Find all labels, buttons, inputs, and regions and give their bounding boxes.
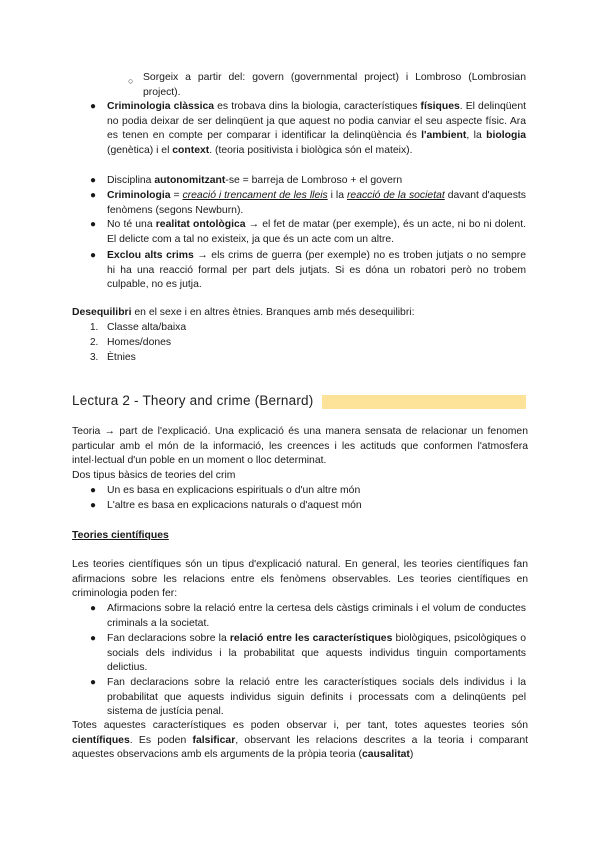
list-item-caracteristiques xyxy=(107,632,526,676)
bullet-icon: ● xyxy=(90,250,97,261)
bold-text: Exclou alts crims xyxy=(107,250,194,261)
bold-text: l'ambient xyxy=(421,130,467,142)
bullet-icon: ● xyxy=(90,633,97,644)
bold-text: Criminologia clàssica xyxy=(107,101,215,112)
text-run: No té una xyxy=(107,219,156,230)
closing-paragraph xyxy=(72,719,528,763)
text-run: . El delinqüent no podia deixar de ser delinqüent ja que aquest no podia canviar el seu aspecte físic. Ara es tenen en compte per comparar i identificar la delinqüència és xyxy=(107,101,527,142)
text-run: → el fet de matar (per exemple), és un acte, ni bo ni dolent. El delicte com a tal no existeix, ja que és un acte com un altre. xyxy=(107,219,526,245)
list-item-alts-crims xyxy=(107,249,526,293)
text-run: -se = barreja de Lombroso + el govern xyxy=(225,175,403,186)
heading-highlight xyxy=(322,395,526,409)
list-item-homes: Homes/dones xyxy=(107,337,172,348)
bullet-icon: ● xyxy=(90,485,97,496)
lecture-heading: Lectura 2 - Theory and crime (Bernard) xyxy=(72,393,314,408)
sub-list-item: Sorgeix a partir del: govern (governmental project) i Lombroso (Lombrosian project). xyxy=(143,72,526,98)
bold-text: autonomitzant xyxy=(154,175,226,186)
text-run: Afirmacions sobre la relació entre la certesa dels càstigs criminals i el volum de conductes criminals a la societat. xyxy=(107,603,526,629)
list-number: 1. xyxy=(90,322,99,333)
bullet-icon: ● xyxy=(90,219,97,230)
circle-bullet-icon: ○ xyxy=(128,76,134,86)
list-number: 3. xyxy=(90,352,99,363)
text-run: ) xyxy=(409,749,414,761)
text-run: = xyxy=(170,190,183,201)
bold-text: biologia xyxy=(486,130,526,142)
text-run: Disciplina xyxy=(107,175,155,186)
list-item-criminologia xyxy=(107,189,526,218)
text-run: . (teoria positivista i biològica són el mateix). xyxy=(209,144,413,156)
bold-text: context xyxy=(172,144,210,156)
list-item-classica xyxy=(107,100,526,158)
text-run: i la xyxy=(327,190,347,201)
text-run: Fan declaracions sobre la relació entre les característiques socials dels individus i la probabilitat que aquests individus siguin definits i processats com a delinqüents pel sistema de justícia penal. xyxy=(107,677,526,718)
bold-text: Criminologia xyxy=(107,190,171,201)
bold-text: falsificar xyxy=(192,734,236,746)
section-heading: Teories científiques xyxy=(72,530,169,541)
text-run: , la xyxy=(466,130,487,142)
text-run: Fan declaracions sobre la xyxy=(107,633,230,644)
sci-intro-paragraph: Les teories científiques són un tipus d'explicació natural. En general, les teories científiques fan afirmacions sobre les relacions entre els fenòmens observables. Les teories científiques en criminologia poden fer: xyxy=(72,559,528,600)
bullet-icon: ● xyxy=(90,101,97,112)
italic-underline-text: reacció de la societat xyxy=(346,190,445,201)
list-item-espirituals: Un es basa en explicacions espirituals o d'un altre món xyxy=(107,485,361,496)
text-run: . Es poden xyxy=(129,734,193,746)
list-item-ontologica xyxy=(107,218,526,247)
list-item-etnies: Ètnies xyxy=(107,352,136,363)
text-run: es trobava dins la biologia, característiques xyxy=(214,101,421,112)
text-run: davant d'aquests fenòmens (segons Newburn). xyxy=(107,190,526,216)
bullet-icon: ● xyxy=(90,190,97,201)
italic-underline-text: creació i trencament de les lleis xyxy=(182,190,328,201)
bullet-icon: ● xyxy=(90,175,97,186)
list-item-disciplina xyxy=(107,174,526,189)
bold-text: causalitat xyxy=(361,749,410,761)
list-number: 2. xyxy=(90,337,99,348)
bullet-icon: ● xyxy=(90,500,97,511)
desequilibri-paragraph: Desequilibri en el sexe i en altres ètnies. Branques amb més desequilibri: xyxy=(72,307,415,318)
text-run: Totes aquestes característiques es poden observar i, per tant, totes aquestes teories són xyxy=(72,720,528,731)
text-run: , observant les relacions descrites a la teoria i comparant aquestes observacions amb els arguments de la pròpia teoria ( xyxy=(72,734,528,761)
tipus-intro: Dos tipus bàsics de teories del crim xyxy=(72,470,236,481)
text-run: biològiques, psicològiques o socials dels individus i la probabilitat que aquests individus tinguin comportaments delictius. xyxy=(107,633,526,674)
text-run: (genètica) i el xyxy=(107,144,173,156)
bold-text: realitat ontològica xyxy=(155,219,246,230)
bullet-icon: ● xyxy=(90,603,97,614)
list-item-classe: Classe alta/baixa xyxy=(107,322,187,333)
list-item-certesa xyxy=(107,602,526,631)
bold-text: relació entre les característiques xyxy=(229,633,393,644)
teoria-paragraph: Teoria → part de l'explicació. Una explicació és una manera sensata de relacionar un fenomen particular amb el món de la informació, les creences i les actituds que conformen l'atmosfera intel·lectual d'un poble en un moment o lloc determinat. xyxy=(72,426,528,467)
list-item-socials xyxy=(107,676,526,720)
bold-text: científiques xyxy=(72,734,130,746)
text-run: → els crims de guerra (per exemple) no es troben jutjats o no sempre hi ha una reacció formal per part dels jutjats. Si es dóna un robatori però no trobem culpable, no es jutja. xyxy=(107,250,526,291)
bold-text: físiques xyxy=(420,101,460,112)
list-item-naturals: L'altre es basa en explicacions naturals o d'aquest món xyxy=(107,500,362,511)
bullet-icon: ● xyxy=(90,677,97,688)
